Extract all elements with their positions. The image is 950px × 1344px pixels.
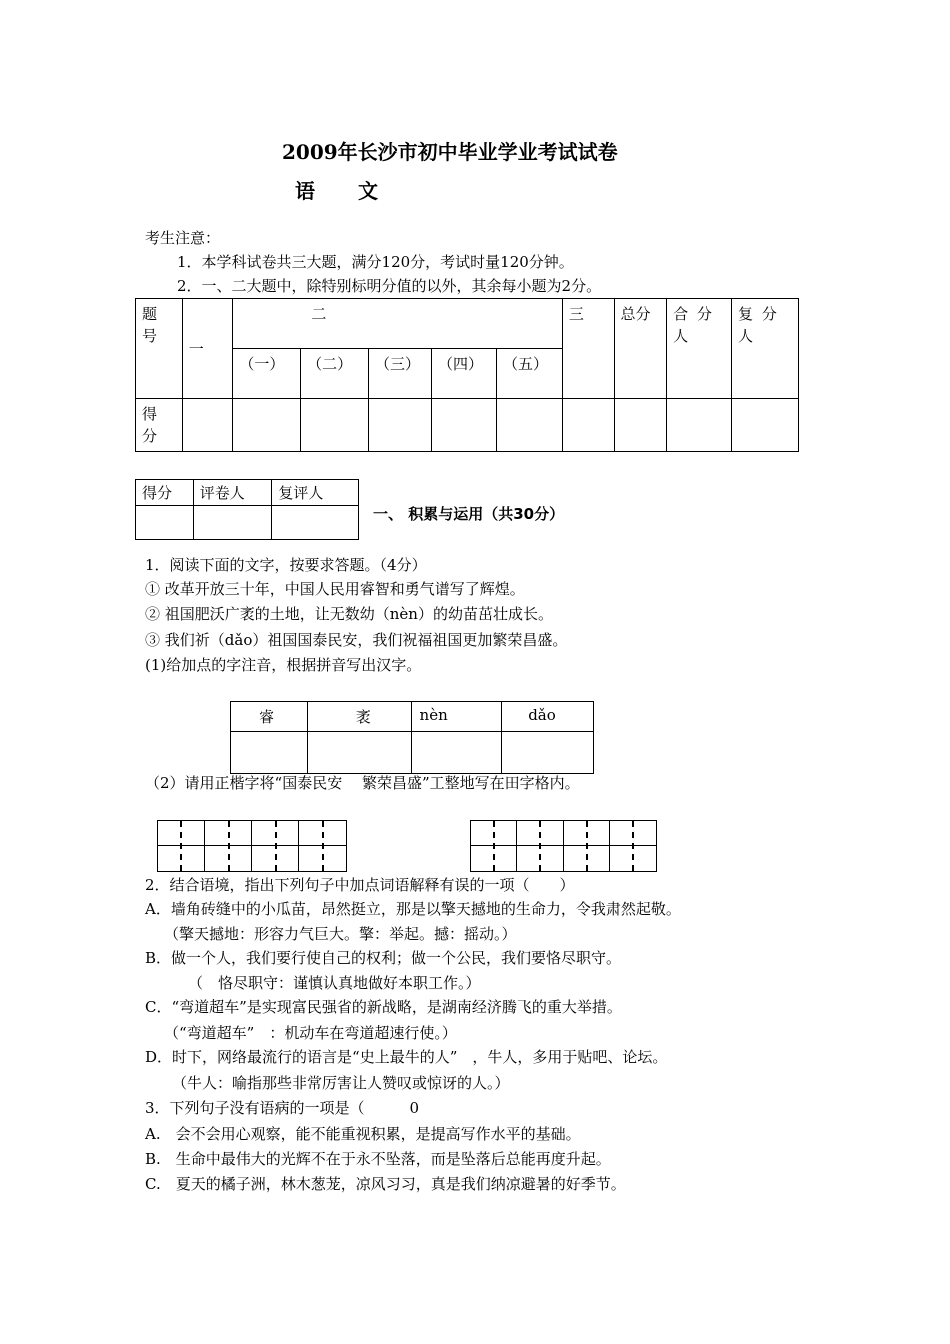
grader-table — [135, 479, 359, 540]
q2-stem: 2．结合语境，指出下列句子中加点词语解释有误的一项（ ） — [145, 876, 575, 894]
score-cell[interactable] — [667, 399, 732, 452]
score-cell[interactable] — [614, 399, 667, 452]
score-cell[interactable] — [233, 399, 301, 452]
q1-sub1: (1)给加点的字注音，根据拼音写出汉字。 — [145, 656, 422, 674]
sub-col-3: （三） — [368, 349, 431, 399]
q1-line-1: ① 改革开放三十年，中国人民用睿智和勇气谱写了辉煌。 — [145, 580, 525, 598]
q2-option-a: A．墙角砖缝中的小瓜苗，昂然挺立，那是以擎天撼地的生命力，令我肃然起敬。 — [145, 900, 681, 918]
notice-heading: 考生注意： — [145, 229, 221, 247]
pinyin-header-2: 袤 — [307, 702, 411, 732]
col-total-label: 总分 — [614, 299, 667, 399]
q2-note-c: （“弯道超车” ：机动车在弯道超速行使。） — [164, 1024, 457, 1042]
score-cell[interactable] — [301, 399, 369, 452]
grader-header-grader: 评卷人 — [193, 480, 272, 506]
sub-col-5: （五） — [496, 349, 562, 399]
q2-option-d: D．时下，网络最流行的语言是“史上最牛的人” ，牛人，多用于贴吧、论坛。 — [145, 1048, 668, 1066]
q3-option-c: C. 夏天的橘子洲，林木葱茏，凉风习习，真是我们纳凉避暑的好季节。 — [145, 1175, 626, 1193]
q2-note-b: （ 恪尽职守：谨慎认真地做好本职工作。） — [188, 974, 481, 992]
q3-stem: 3．下列句子没有语病的一项是（ 0 — [145, 1099, 420, 1117]
score-cell[interactable] — [731, 399, 798, 452]
sub-col-2: （二） — [301, 349, 369, 399]
col-sum-person-label: 合 分人 — [667, 299, 732, 399]
pinyin-answer-cell[interactable] — [231, 732, 308, 774]
grader-header-reviewer: 复评人 — [272, 480, 359, 506]
score-cell[interactable] — [496, 399, 562, 452]
col-one-label: 一 — [182, 299, 233, 399]
score-cell[interactable] — [562, 399, 614, 452]
tianzi-grid-left[interactable] — [157, 820, 347, 872]
q2-option-b: B．做一个人，我们要行使自己的权利；做一个公民，我们要恪尽职守。 — [145, 949, 622, 967]
section-one-heading: 一、 积累与运用（共30分） — [373, 505, 565, 523]
sub-col-1: （一） — [233, 349, 301, 399]
exam-title: 2009年长沙市初中毕业学业考试试卷 — [282, 140, 618, 164]
notice-item-1: 1．本学科试卷共三大题，满分120分，考试时量120分钟。 — [177, 253, 574, 271]
question-number-label: 题号 — [136, 299, 183, 399]
score-cell[interactable] — [431, 399, 496, 452]
grader-cell[interactable] — [272, 506, 359, 540]
q2-note-a: （擎天撼地：形容力气巨大。擎：举起。撼：摇动。） — [164, 925, 517, 943]
grader-header-score: 得分 — [136, 480, 194, 506]
col-review-person-label: 复 分人 — [731, 299, 798, 399]
q1-line-3: ③ 我们祈（dǎo）祖国国泰民安，我们祝福祖国更加繁荣昌盛。 — [145, 631, 568, 649]
q3-option-a: A. 会不会用心观察，能不能重视积累，是提高写作水平的基础。 — [145, 1125, 581, 1143]
q2-note-d: （牛人：喻指那些非常厉害让人赞叹或惊讶的人。） — [172, 1074, 510, 1092]
col-three-label: 三 — [562, 299, 614, 399]
sub-col-4: （四） — [431, 349, 496, 399]
q1-sub2: （2）请用正楷字将“国泰民安 繁荣昌盛”工整地写在田字格内。 — [145, 774, 580, 792]
col-two-label: 二 — [233, 299, 563, 349]
q1-stem: 1．阅读下面的文字，按要求答题。（4分） — [145, 556, 427, 574]
pinyin-header-1: 睿 — [231, 702, 308, 732]
pinyin-header-3: nèn — [411, 702, 502, 732]
pinyin-header-4: dǎo — [502, 702, 594, 732]
pinyin-answer-cell[interactable] — [502, 732, 594, 774]
subject-title: 语 文 — [295, 179, 396, 203]
score-cell[interactable] — [182, 399, 233, 452]
notice-item-2: 2．一、二大题中，除特别标明分值的以外，其余每小题为2分。 — [177, 277, 602, 295]
score-table — [135, 298, 799, 452]
q3-option-b: B. 生命中最伟大的光辉不在于永不坠落，而是坠落后总能再度升起。 — [145, 1150, 611, 1168]
pinyin-table — [230, 701, 594, 774]
grader-cell[interactable] — [193, 506, 272, 540]
grader-cell[interactable] — [136, 506, 194, 540]
q2-option-c: C．“弯道超车”是实现富民强省的新战略，是湖南经济腾飞的重大举措。 — [145, 998, 622, 1016]
pinyin-answer-cell[interactable] — [411, 732, 502, 774]
score-cell[interactable] — [368, 399, 431, 452]
q1-line-2: ② 祖国肥沃广袤的土地，让无数幼（nèn）的幼苗茁壮成长。 — [145, 605, 553, 623]
tianzi-grid-right[interactable] — [470, 820, 657, 872]
score-label: 得分 — [136, 399, 183, 452]
pinyin-answer-cell[interactable] — [307, 732, 411, 774]
